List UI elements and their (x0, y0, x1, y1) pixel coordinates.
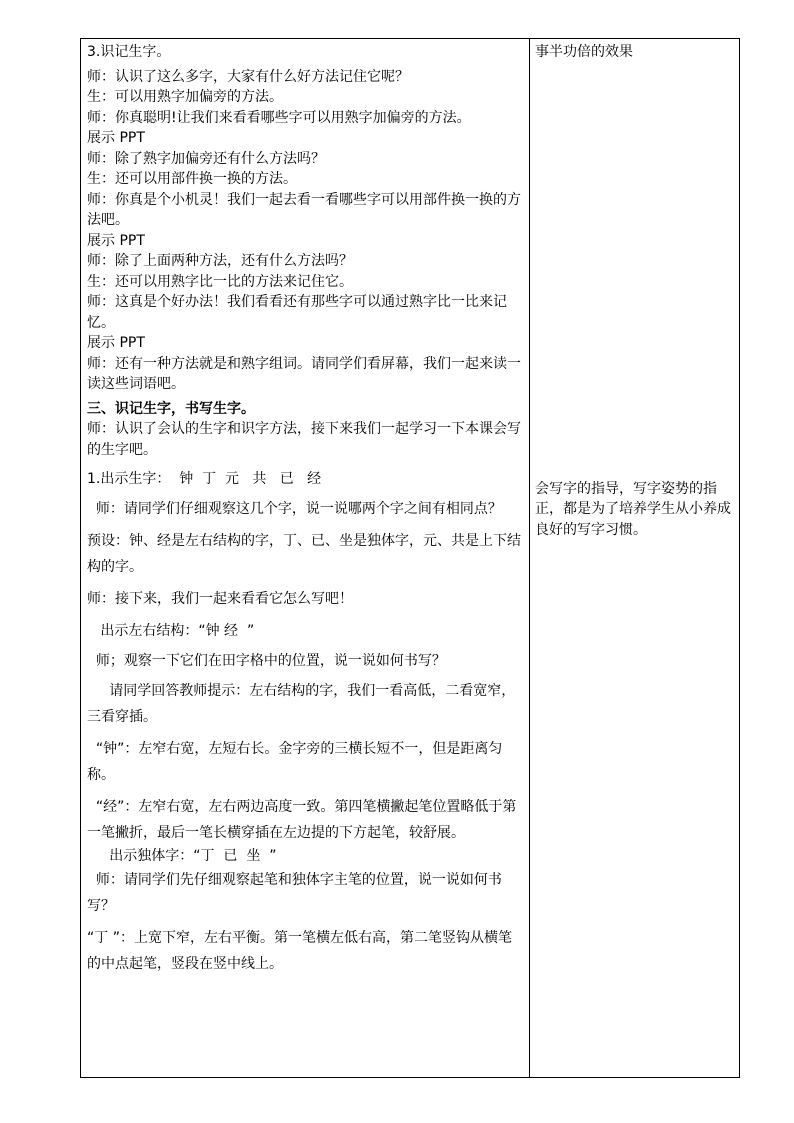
student-line: 生：可以用熟字加偏旁的方法。 (87, 89, 283, 105)
character-ding-guide: “丁 ”：上宽下窄，左右平衡。第一笔横左低右高，第二笔竖钩从横笔的中点起笔，竖段在竖中线上。 (87, 929, 512, 972)
ppt-note: 展示 PPT (87, 232, 145, 249)
lesson-plan-table (80, 38, 740, 1078)
new-characters-line: 1.出示生字： 钟 丁 元 共 已 经 (87, 471, 322, 487)
teacher-line: 师：还有一种方法就是和熟字组词。请同学们看屏幕，我们一起来读一读这些词语吧。 (87, 355, 521, 392)
show-left-right-structure: 出示左右结构：“钟 经 ” (87, 623, 255, 639)
student-line: 生：还可以用熟字比一比的方法来记住它。 (87, 273, 353, 290)
column-divider (529, 39, 530, 1077)
show-single-structure: 出示独体字：“丁 已 坐 ” (87, 848, 277, 864)
teacher-hint: 请同学回答教师提示：左右结构的字，我们一看高低，二看宽窄，三看穿插。 (87, 683, 516, 725)
character-zhong-guide: “钟”：左窄右宽，左短右长。金字旁的三横长短不一，但是距离匀称。 (87, 741, 503, 783)
ppt-note: 展示 PPT (87, 335, 145, 351)
teacher-line: 师：请同学们仔细观察这几个字，说一说哪两个字之间有相同点？ (87, 501, 502, 517)
teacher-line: 师：这真是个好办法！我们看看还有那些字可以通过熟字比一比来记忆。 (87, 294, 507, 331)
teacher-line: 师：认识了这么多字，大家有什么好方法记住它呢？ (87, 68, 409, 85)
ppt-note: 展示 PPT (87, 130, 145, 146)
step-3-heading: 3.识记生字。 (87, 44, 171, 60)
student-line: 生：还可以用部件换一换的方法。 (87, 171, 297, 187)
section-3-title: 三、识记生字，书写生字。 (87, 400, 255, 417)
teacher-line: 师：接下来，我们一起来看看它怎么写吧！ (87, 591, 353, 607)
preset-answer: 预设：钟、经是左右结构的字，丁、已、坐是独体字，元、共是上下结构的字。 (87, 533, 521, 575)
teacher-line: 师：认识了会认的生字和识字方法，接下来我们一起学习一下本课会写的生字吧。 (87, 421, 521, 458)
teacher-line: 师：你真是个小机灵！我们一起去看一看哪些字可以用部件换一换的方法吧。 (87, 191, 521, 228)
design-note: 事半功倍的效果 (535, 44, 633, 60)
design-intent-column (535, 42, 733, 540)
teacher-line: 师：除了熟字加偏旁还有什么方法吗？ (87, 150, 325, 167)
teacher-line: 师：除了上面两种方法，还有什么方法吗？ (87, 253, 353, 269)
teacher-line: 师：请同学们先仔细观察起笔和独体字主笔的位置，说一说如何书写？ (87, 871, 502, 914)
teacher-line: 师：你真聪明!让我们来看看哪些字可以用熟字加偏旁的方法。 (87, 109, 471, 126)
design-note: 会写字的指导，写字姿势的指正，都是为了培养学生从小养成良好的写字习惯。 (535, 480, 731, 538)
teaching-process-column (87, 42, 523, 977)
teacher-line: 师；观察一下它们在田字格中的位置，说一说如何书写？ (87, 653, 446, 669)
character-jing-guide: “经”：左窄右宽，左右两边高度一致。第四笔横撇起笔位置略低于第一笔撇折，最后一笔长横穿插在左边提的下方起笔，较舒展。 (87, 799, 517, 841)
